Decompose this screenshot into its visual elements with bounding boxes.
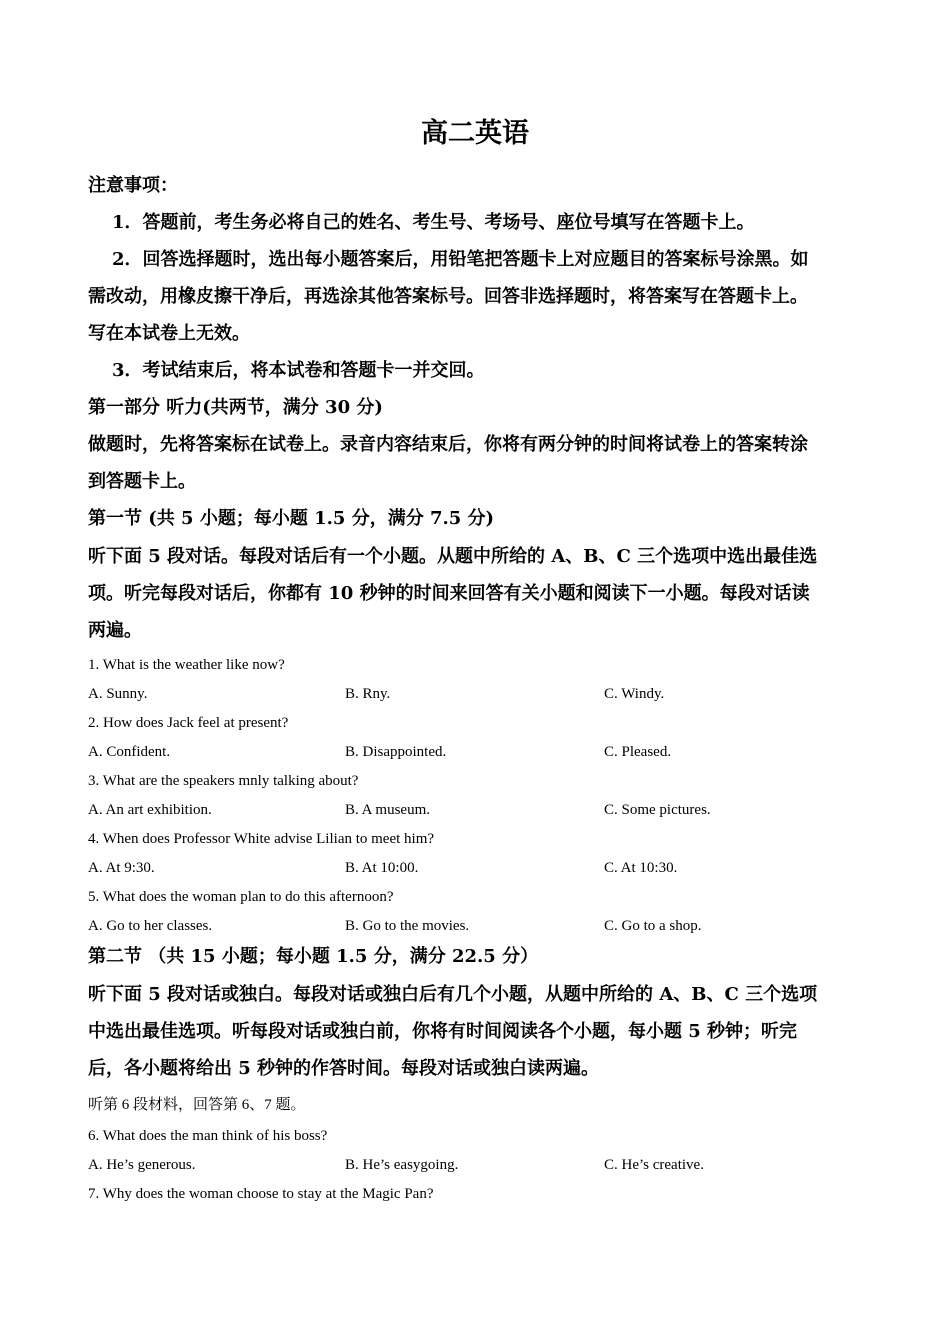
q4-option-c: C. At 10:30.	[604, 860, 678, 876]
notice-item-2-line-3: 写在本试卷上无效。	[88, 323, 250, 344]
section1-intro-line-2: 项。听完每段对话后，你都有 10 秒钟的时间来回答有关小题和阅读下一小题。每段对话读	[88, 583, 810, 604]
question-3: 3. What are the speakers mnly talking about?	[88, 773, 359, 789]
section2-heading: 第二节 （共 15 小题；每小题 1.5 分，满分 22.5 分）	[88, 946, 539, 967]
section1-heading: 第一节 (共 5 小题；每小题 1.5 分，满分 7.5 分)	[88, 508, 495, 529]
question-6: 6. What does the man think of his boss?	[88, 1128, 328, 1144]
q6-option-c: C. He’s creative.	[604, 1157, 704, 1173]
section2-intro-line-3: 后，各小题将给出 5 秒钟的作答时间。每段对话或独白读两遍。	[88, 1058, 600, 1079]
part1-intro-line-2: 到答题卡上。	[88, 471, 196, 492]
section1-intro-line-3: 两遍。	[88, 620, 142, 641]
q2-option-b: B. Disappointed.	[345, 744, 447, 760]
q3-option-a: A. An art exhibition.	[88, 802, 212, 818]
notice-item-2-line-2: 需改动，用橡皮擦干净后，再选涂其他答案标号。回答非选择题时，将答案写在答题卡上。	[88, 286, 808, 307]
q2-option-a: A. Confident.	[88, 744, 171, 760]
q1-option-b: B. Rny.	[345, 686, 391, 702]
material-6-instruction: 听第 6 段材料，回答第 6、7 题。	[88, 1097, 306, 1113]
q4-option-b: B. At 10:00.	[345, 860, 419, 876]
section1-intro-line-1: 听下面 5 段对话。每段对话后有一个小题。从题中所给的 A、B、C 三个选项中选出最佳选	[88, 546, 818, 567]
question-2: 2. How does Jack feel at present?	[88, 715, 289, 731]
q2-option-c: C. Pleased.	[604, 744, 672, 760]
notice-item-1: 1．答题前，考生务必将自己的姓名、考生号、考场号、座位号填写在答题卡上。	[112, 212, 755, 233]
question-1: 1. What is the weather like now?	[88, 657, 285, 673]
q6-option-a: A. He’s generous.	[88, 1157, 196, 1173]
q4-option-a: A. At 9:30.	[88, 860, 155, 876]
page-title: 高二英语	[421, 118, 529, 149]
q5-option-c: C. Go to a shop.	[604, 918, 702, 934]
part1-heading: 第一部分 听力(共两节，满分 30 分)	[88, 397, 383, 418]
part1-intro-line-1: 做题时，先将答案标在试卷上。录音内容结束后，你将有两分钟的时间将试卷上的答案转涂	[88, 434, 808, 455]
notice-heading: 注意事项：	[88, 175, 178, 196]
q5-option-a: A. Go to her classes.	[88, 918, 213, 934]
notice-item-2-line-1: 2．回答选择题时，选出每小题答案后，用铅笔把答题卡上对应题目的答案标号涂黑。如	[112, 249, 809, 270]
q6-option-b: B. He’s easygoing.	[345, 1157, 459, 1173]
notice-item-3: 3．考试结束后，将本试卷和答题卡一并交回。	[112, 360, 485, 381]
q3-option-c: C. Some pictures.	[604, 802, 711, 818]
question-4: 4. When does Professor White advise Lilian to meet him?	[88, 831, 435, 847]
section2-intro-line-1: 听下面 5 段对话或独白。每段对话或独白后有几个小题，从题中所给的 A、B、C 三个选项	[88, 984, 818, 1005]
q3-option-b: B. A museum.	[345, 802, 431, 818]
q1-option-c: C. Windy.	[604, 686, 665, 702]
q5-option-b: B. Go to the movies.	[345, 918, 470, 934]
section2-intro-line-2: 中选出最佳选项。听每段对话或独白前，你将有时间阅读各个小题，每小题 5 秒钟；听完	[88, 1021, 798, 1042]
q1-option-a: A. Sunny.	[88, 686, 148, 702]
question-5: 5. What does the woman plan to do this afternoon?	[88, 889, 394, 905]
question-7: 7. Why does the woman choose to stay at the Magic Pan?	[88, 1186, 434, 1202]
